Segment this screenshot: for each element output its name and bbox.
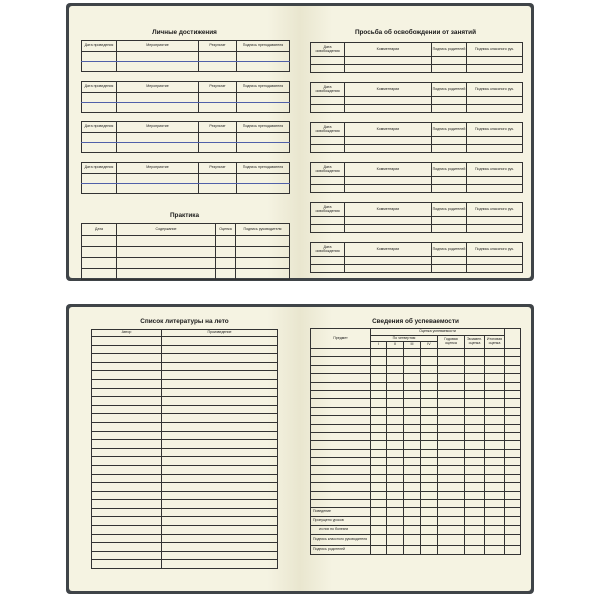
header-cell: Дата проведения — [82, 82, 117, 93]
header-cell: Дата проведения — [82, 163, 117, 174]
table-row — [311, 257, 523, 265]
table-row — [311, 97, 523, 105]
footer-row-label: Пропущено уроков — [311, 517, 371, 526]
table-row — [92, 465, 278, 474]
header-cell-quarters: По четвертям — [371, 336, 438, 342]
table-row — [311, 399, 521, 407]
header-cell: Дата освобождения — [311, 203, 345, 217]
header-cell: Подпись преподавателя — [237, 82, 290, 93]
table-row — [311, 390, 521, 398]
header-cell: Подпись классного рук. — [467, 243, 523, 257]
table-row — [311, 83, 523, 97]
table-row — [92, 517, 278, 526]
header-cell: Подпись классного рук. — [467, 203, 523, 217]
table-row — [92, 440, 278, 449]
header-cell: Подпись родителей — [432, 163, 467, 177]
header-cell: Результат — [199, 82, 237, 93]
footer-row — [311, 535, 521, 546]
header-cell: Дата проведения — [82, 122, 117, 133]
header-cell: Дата освобождения — [311, 163, 345, 177]
table-row — [82, 93, 290, 103]
header-cell: Дата освобождения — [311, 43, 345, 57]
header-cell: Дата освобождения — [311, 83, 345, 97]
header-cell: Содержание — [117, 224, 216, 236]
header-cell-final: Итоговая оценка — [485, 336, 505, 349]
header-cell: Результат — [199, 122, 237, 133]
table-row — [82, 236, 290, 247]
header-cell-exam: Экзамен. оценка — [465, 336, 485, 349]
table-row — [311, 177, 523, 185]
header-cell: Оценка — [216, 224, 236, 236]
header-cell: Комментарии — [345, 83, 432, 97]
grades-table — [310, 328, 521, 555]
header-cell: Подпись преподавателя — [237, 163, 290, 174]
header-cell: Подпись преподавателя — [237, 122, 290, 133]
table-row — [92, 491, 278, 500]
table-header-row — [82, 224, 290, 236]
page-personal-achievements — [69, 6, 300, 278]
table-row — [311, 105, 523, 113]
header-cell: Комментарии — [345, 203, 432, 217]
absence-table — [310, 122, 523, 153]
table-row — [311, 185, 523, 193]
table-row — [92, 354, 278, 363]
footer-row-label: Подпись родителей — [311, 546, 371, 555]
page-title: Список литературы на лето — [140, 318, 229, 325]
header-cell: Комментарии — [345, 243, 432, 257]
table-row — [92, 560, 278, 569]
header-cell: Мероприятие — [117, 41, 199, 52]
table-row — [311, 382, 521, 390]
table-row — [82, 133, 290, 143]
table-row — [82, 103, 290, 113]
header-cell: Подпись родителей — [432, 83, 467, 97]
notebook-spread-top — [66, 3, 534, 281]
table-row — [92, 414, 278, 423]
table-row — [311, 500, 521, 508]
table-row — [311, 449, 521, 457]
table-header-row — [82, 163, 290, 174]
table-row — [92, 362, 278, 371]
table-row — [311, 416, 521, 424]
footer-row — [311, 546, 521, 555]
header-cell: Подпись классного рук. — [467, 83, 523, 97]
header-cell-spare — [505, 329, 521, 349]
page-absence-requests — [300, 6, 531, 278]
footer-row-label: Подпись классного руководителя — [311, 535, 371, 546]
table-row — [311, 57, 523, 65]
table-row — [311, 458, 521, 466]
header-cell: Подпись классного рук. — [467, 43, 523, 57]
table-row — [311, 432, 521, 440]
table-row — [311, 65, 523, 73]
absence-table — [310, 202, 523, 233]
footer-row — [311, 508, 521, 517]
header-cell: Дата освобождения — [311, 243, 345, 257]
table-row — [92, 337, 278, 346]
absence-table — [310, 42, 523, 73]
table-row — [92, 388, 278, 397]
table-row — [92, 379, 278, 388]
table-row — [82, 174, 290, 184]
footer-row-label: Поведение — [311, 508, 371, 517]
table-row — [92, 500, 278, 509]
absence-table — [310, 162, 523, 193]
header-cell: Мероприятие — [117, 82, 199, 93]
table-row — [82, 143, 290, 153]
table-row — [92, 345, 278, 354]
table-row — [92, 508, 278, 517]
page-title: Личные достижения — [152, 29, 217, 36]
page-title: Сведения об успеваемости — [372, 318, 459, 325]
table-row — [311, 243, 523, 257]
header-cell-quarter: III — [404, 342, 421, 349]
table-row — [311, 123, 523, 137]
absence-table — [310, 82, 523, 113]
table-row — [311, 491, 521, 499]
header-cell: Подпись родителей — [432, 123, 467, 137]
table-row — [82, 247, 290, 258]
notebook-spread-bottom — [66, 304, 534, 594]
header-cell: Результат — [199, 163, 237, 174]
table-row — [311, 349, 521, 357]
table-header-row — [311, 329, 521, 336]
table-row — [311, 265, 523, 273]
achievements-table — [81, 81, 290, 113]
page-summer-reading — [69, 307, 300, 591]
header-cell: Комментарии — [345, 123, 432, 137]
header-cell: Произведение — [162, 330, 278, 337]
table-row — [311, 217, 523, 225]
table-row — [92, 551, 278, 560]
table-row — [82, 258, 290, 269]
table-row — [82, 269, 290, 280]
table-row — [92, 405, 278, 414]
header-cell: Дата освобождения — [311, 123, 345, 137]
table-header-row — [82, 82, 290, 93]
table-row — [311, 137, 523, 145]
header-cell: Дата проведения — [82, 41, 117, 52]
footer-row-label: из них по болезни — [311, 526, 371, 535]
table-row — [311, 441, 521, 449]
footer-row — [311, 526, 521, 535]
table-row — [92, 397, 278, 406]
table-row — [92, 483, 278, 492]
table-row — [92, 457, 278, 466]
header-cell: Подпись классного рук. — [467, 123, 523, 137]
header-cell: Мероприятие — [117, 163, 199, 174]
table-row — [311, 357, 521, 365]
table-row — [92, 534, 278, 543]
table-row — [311, 407, 521, 415]
table-row — [92, 543, 278, 552]
page-academic-performance — [300, 307, 531, 591]
table-row — [311, 163, 523, 177]
header-cell-quarter: IV — [421, 342, 438, 349]
table-row — [311, 203, 523, 217]
table-row — [92, 474, 278, 483]
header-cell: Подпись родителей — [432, 203, 467, 217]
table-header-row — [82, 122, 290, 133]
table-row — [311, 466, 521, 474]
header-cell: Подпись родителей — [432, 43, 467, 57]
header-cell: Комментарии — [345, 163, 432, 177]
table-row — [311, 474, 521, 482]
header-cell: Подпись руководителя — [236, 224, 290, 236]
header-cell: Результат — [199, 41, 237, 52]
table-row — [82, 184, 290, 194]
header-cell-subject: Предмет — [311, 329, 371, 349]
table-row — [311, 365, 521, 373]
table-row — [92, 431, 278, 440]
table-row — [311, 483, 521, 491]
header-cell: Комментарии — [345, 43, 432, 57]
table-row — [92, 422, 278, 431]
absence-table — [310, 242, 523, 273]
table-row — [92, 448, 278, 457]
table-header-row — [92, 330, 278, 337]
footer-row — [311, 517, 521, 526]
achievements-table — [81, 121, 290, 153]
header-cell: Подпись классного рук. — [467, 163, 523, 177]
table-row — [82, 52, 290, 62]
page-title: Просьба об освобождении от занятий — [354, 29, 477, 36]
table-row — [82, 62, 290, 72]
header-cell: Автор — [92, 330, 162, 337]
header-cell: Дата — [82, 224, 117, 236]
reading-list-table — [91, 329, 278, 569]
table-row — [311, 145, 523, 153]
header-cell-grades: Оценка успеваемости — [371, 329, 505, 336]
achievements-table — [81, 40, 290, 72]
table-row — [311, 374, 521, 382]
section-title: Практика — [169, 212, 200, 219]
table-row — [311, 43, 523, 57]
table-header-row — [82, 41, 290, 52]
header-cell-quarter: I — [371, 342, 387, 349]
table-row — [311, 225, 523, 233]
header-cell: Подпись преподавателя — [237, 41, 290, 52]
header-cell-quarter: II — [387, 342, 404, 349]
header-cell: Подпись родителей — [432, 243, 467, 257]
table-row — [311, 424, 521, 432]
table-row — [92, 371, 278, 380]
achievements-table — [81, 162, 290, 194]
practice-table — [81, 223, 290, 280]
header-cell-annual: Годовая оценка — [438, 336, 465, 349]
table-row — [92, 526, 278, 535]
header-cell: Мероприятие — [117, 122, 199, 133]
